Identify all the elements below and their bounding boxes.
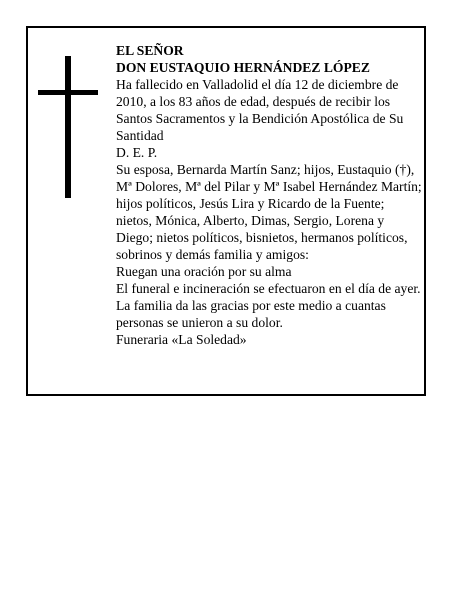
rip-text: D. E. P.: [116, 145, 158, 160]
cross-vertical-bar: [65, 56, 71, 198]
thanks-text: La familia da las gracias por este medio a cuantas personas se unieron a su dolor.: [116, 298, 386, 330]
obituary-notice: [26, 26, 426, 396]
funeral-info: El funeral e incineración se efectuaron en el día de ayer.: [116, 281, 421, 296]
notice-text-block: [116, 42, 422, 348]
death-statement: Ha fallecido en Valladolid el día 12 de diciembre de 2010, a los 83 años de edad, después de recibir los Santos Sacramentos y la Bendición Apostólica de Su Santidad: [116, 77, 404, 143]
prayer-request: Ruegan una oración por su alma: [116, 264, 292, 279]
funeral-home: Funeraria «La Soledad»: [116, 332, 247, 347]
cross-icon: [38, 56, 98, 198]
family-list: Su esposa, Bernarda Martín Sanz; hijos, Eustaquio (†), Mª Dolores, Mª del Pilar y Mª Isabel Hernández Martín; hijos políticos, Jesús Lira y Ricardo de la Fuente; nietos, Mónica, Alberto, Dimas, Sergio, Lorena y Diego; nietos políticos, bisnietos, hermanos políticos, sobrinos y demás familia y amigos:: [116, 162, 422, 262]
cross-horizontal-bar: [38, 90, 98, 95]
heading-title: EL SEÑOR: [116, 43, 184, 58]
deceased-name: DON EUSTAQUIO HERNÁNDEZ LÓPEZ: [116, 60, 370, 75]
